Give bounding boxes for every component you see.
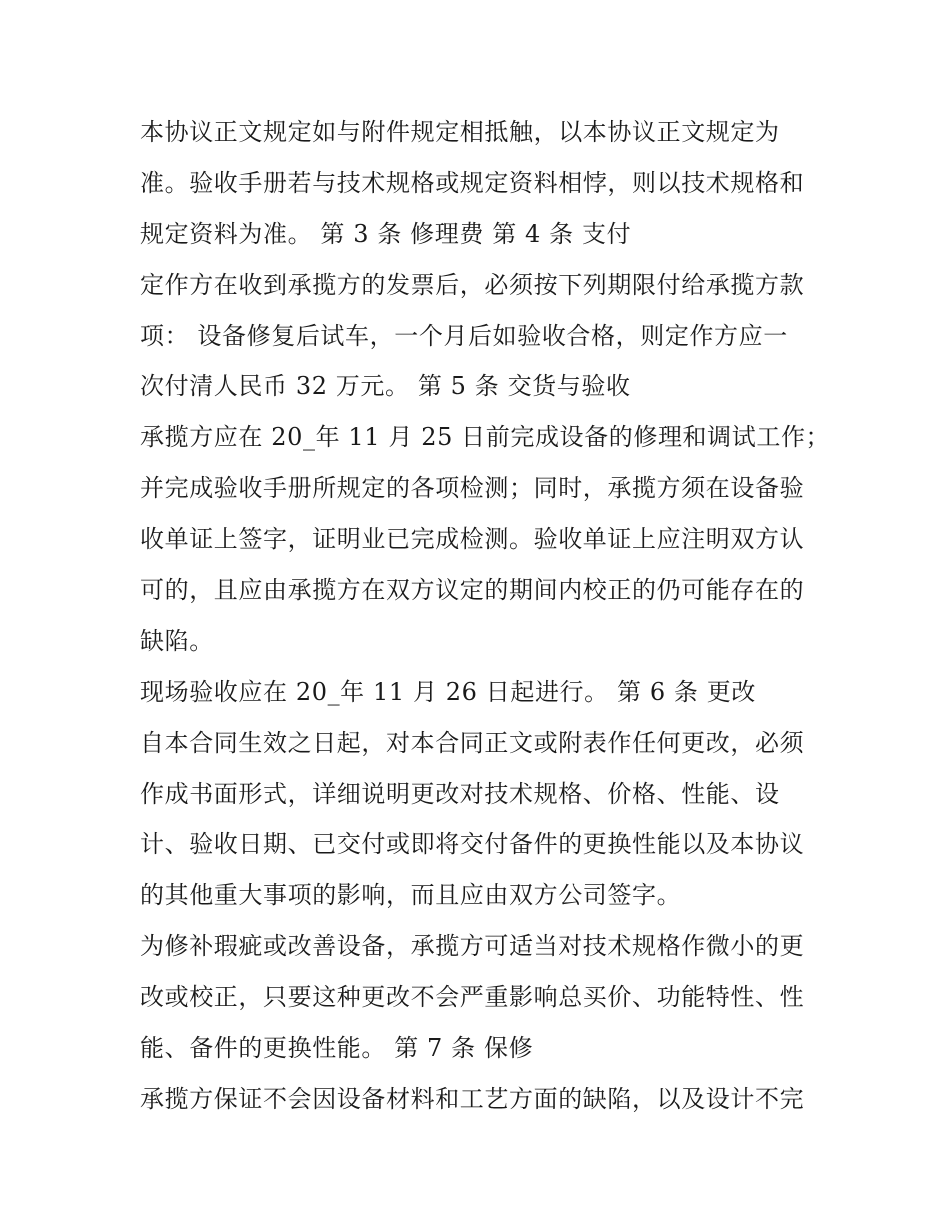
text-line: 并完成验收手册所规定的各项检测；同时，承揽方须在设备验 [140,474,805,503]
text-line: 承揽方应在 20_年 11 月 25 日前完成设备的修理和调试工作； [140,423,831,452]
text-line: 项： 设备修复后试车，一个月后如验收合格，则定作方应一 [140,321,788,350]
text-line: 作成书面形式，详细说明更改对技术规格、价格、性能、设 [140,779,780,808]
body-text [140,107,830,1125]
text-line: 为修补瑕疵或改善设备，承揽方可适当对技术规格作微小的更 [140,932,805,961]
text-line: 本协议正文规定如与附件规定相抵触，以本协议正文规定为 [140,118,780,146]
text-line: 承揽方保证不会因设备材料和工艺方面的缺陷，以及设计不完 [140,1084,805,1113]
text-line: 能、备件的更换性能。 第 7 条 保修 [140,1034,534,1063]
text-line: 的其他重大事项的影响，而且应由双方公司签字。 [140,881,682,910]
text-line: 收单证上签字，证明业已完成检测。验收单证上应注明双方认 [140,525,805,554]
text-line: 准。验收手册若与技术规格或规定资料相悖，则以技术规格和 [140,168,805,197]
text-line: 改或校正，只要这种更改不会严重影响总买价、功能特性、性 [140,983,805,1012]
text-line: 自本合同生效之日起，对本合同正文或附表作任何更改，必须 [140,728,805,757]
text-line: 计、验收日期、已交付或即将交付备件的更换性能以及本协议 [140,830,805,859]
text-line: 规定资料为准。 第 3 条 修理费 第 4 条 支付 [140,219,632,248]
text-line: 可的，且应由承揽方在双方议定的期间内校正的仍可能存在的 [140,576,805,605]
text-line: 次付清人民币 32 万元。 第 5 条 交货与验收 [140,372,631,401]
text-line: 定作方在收到承揽方的发票后，必须按下列期限付给承揽方款 [140,270,805,299]
text-line: 缺陷。 [140,626,214,655]
text-line: 现场验收应在 20_年 11 月 26 日起进行。 第 6 条 更改 [140,677,756,706]
